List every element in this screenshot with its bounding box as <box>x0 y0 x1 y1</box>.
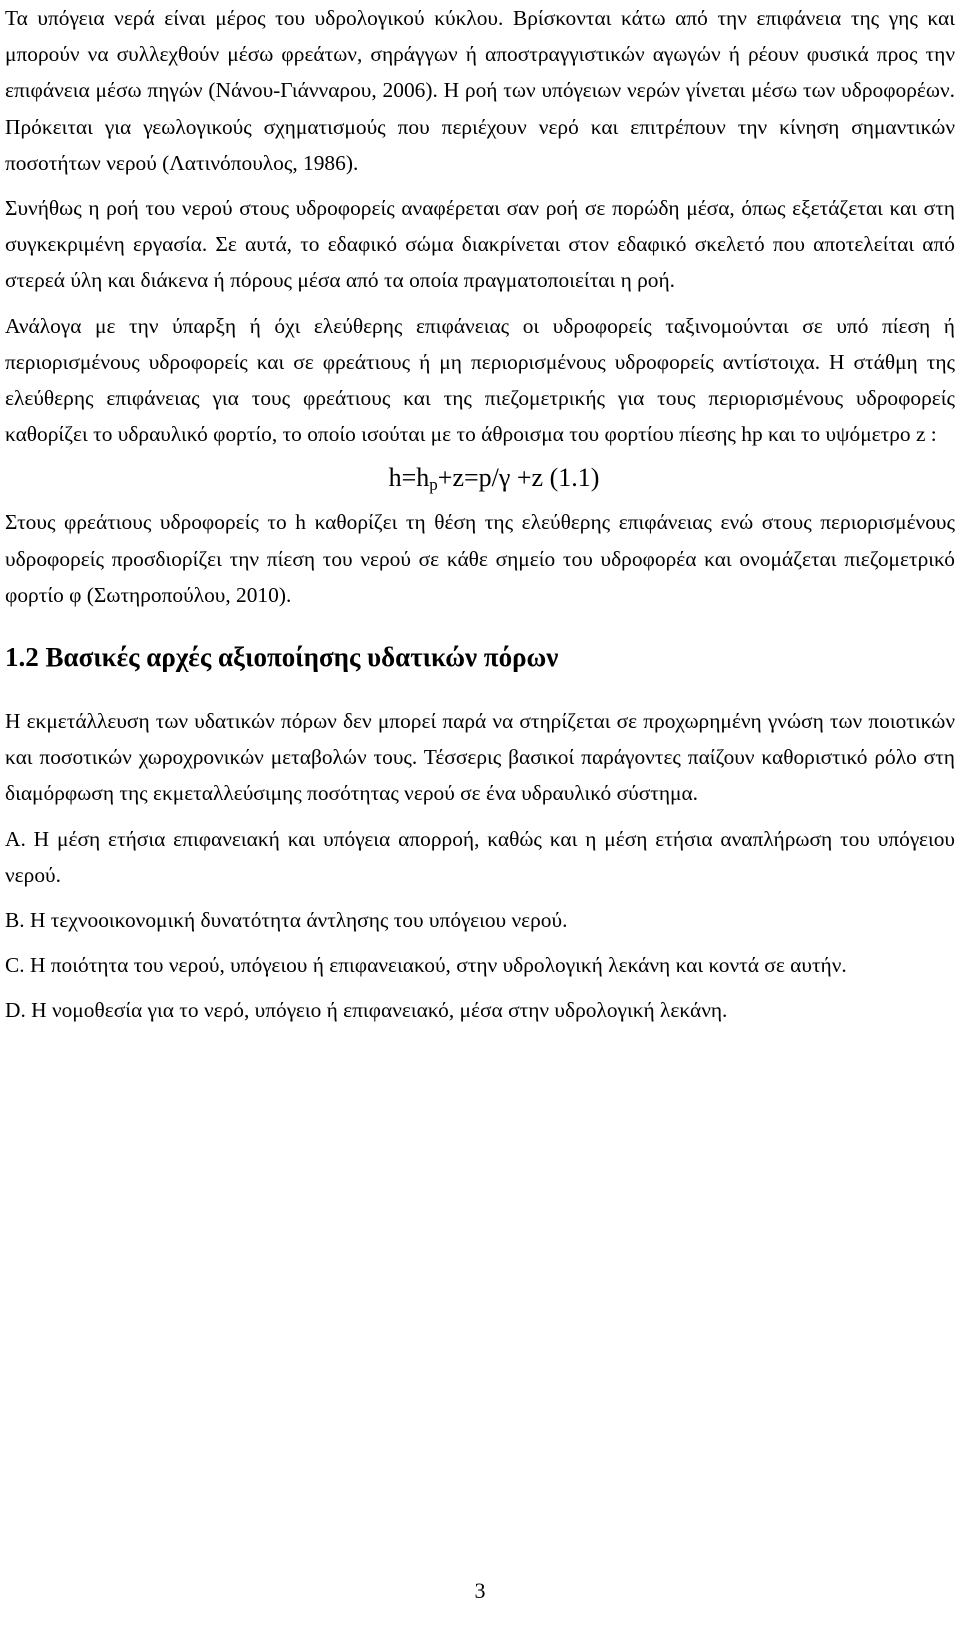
paragraph-aquifer-types: Ανάλογα με την ύπαρξη ή όχι ελεύθερης επιφάνειας οι υδροφορείς ταξινομούνται σε υπό πίεση ή περιορισμένους υδροφορείς και σε φρεάτιους ή μη περιορισμένους υδροφορείς αντίστοιχα. Η στάθμη της ελεύθερης επιφάνειας για τους φρεάτιους και της πιεζομετρικής για τους περιορισμένους υδροφορείς καθορίζει το υδραυλικό φορτίο, το οποίο ισούται με το άθροισμα του φορτίου πίεσης hp και το υψόμετρο z : <box>5 313 955 447</box>
formula-lhs: h=h <box>388 463 430 493</box>
formula-subscript: p <box>429 475 438 495</box>
factor-item-b: Β. Η τεχνοοικονομική δυνατότητα άντλησης του υπόγειου νερού. <box>5 908 568 933</box>
hydraulic-head-formula <box>5 458 955 498</box>
paragraph-piezometric-head: Στους φρεάτιους υδροφορείς το h καθορίζει τη θέση της ελεύθερης επιφάνειας ενώ στους περιορισμένους υδροφορείς προσδιορίζει την πίεση του νερού σε κάθε σημείο του υδροφορέα και ονομάζεται πιεζομετρικό φορτίο φ (Σωτηροπούλου, 2010). <box>5 510 955 607</box>
paragraph-groundwater-intro: Τα υπόγεια νερά είναι μέρος του υδρολογικού κύκλου. Βρίσκονται κάτω από την επιφάνεια της γης και μπορούν να συλλεχθούν μέσω φρεάτων, σηράγγων ή αποστραγγιστικών αγωγών ή ρέουν φυσικά προς την επιφάνεια μέσω πηγών (Νάνου-Γιάνναρου, 2006). Η ροή των υπόγειων νερών γίνεται μέσω των υδροφορέων. Πρόκειται για γεωλογικούς σχηματισμούς που περιέχουν νερό και επιτρέπουν την κίνηση σημαντικών ποσοτήτων νερού (Λατινόπουλος, 1986). <box>5 6 955 175</box>
factor-item-d: D. Η νομοθεσία για το νερό, υπόγειο ή επιφανειακό, μέσα στην υδρολογική λεκάνη. <box>5 998 728 1023</box>
factor-item-a: Α. Η μέση ετήσια επιφανειακή και υπόγεια απορροή, καθώς και η μέση ετήσια αναπλήρωση του υπόγειου νερού. <box>5 826 955 887</box>
factor-item-c: C. Η ποιότητα του νερού, υπόγειου ή επιφανειακού, στην υδρολογική λεκάνη και κοντά σε αυτήν. <box>5 953 847 978</box>
formula-rhs: +z=p/γ +z (1.1) <box>437 463 600 493</box>
document-page <box>5 0 955 1029</box>
section-heading: 1.2 Βασικές αρχές αξιοποίησης υδατικών πόρων <box>5 642 559 673</box>
paragraph-porous-media: Συνήθως η ροή του νερού στους υδροφορείς αναφέρεται σαν ροή σε πορώδη μέσα, όπως εξετάζεται και στη συγκεκριμένη εργασία. Σε αυτά, το εδαφικό σώμα διακρίνεται στον εδαφικό σκελετό που αποτελείται από στερεά ύλη και διάκενα ή πόρους μέσα από τα οποία πραγματοποιείται η ροή. <box>5 196 955 293</box>
page-number: 3 <box>474 1578 486 1603</box>
paragraph-section-intro: Η εκμετάλλευση των υδατικών πόρων δεν μπορεί παρά να στηρίζεται σε προχωρημένη γνώση των ποιοτικών και ποσοτικών χωροχρονικών μεταβολών τους. Τέσσερις βασικοί παράγοντες παίζουν καθοριστικό ρόλο στη διαμόρφωση της εκμεταλλεύσιμης ποσότητας νερού σε ένα υδραυλικό σύστημα. <box>5 709 955 806</box>
